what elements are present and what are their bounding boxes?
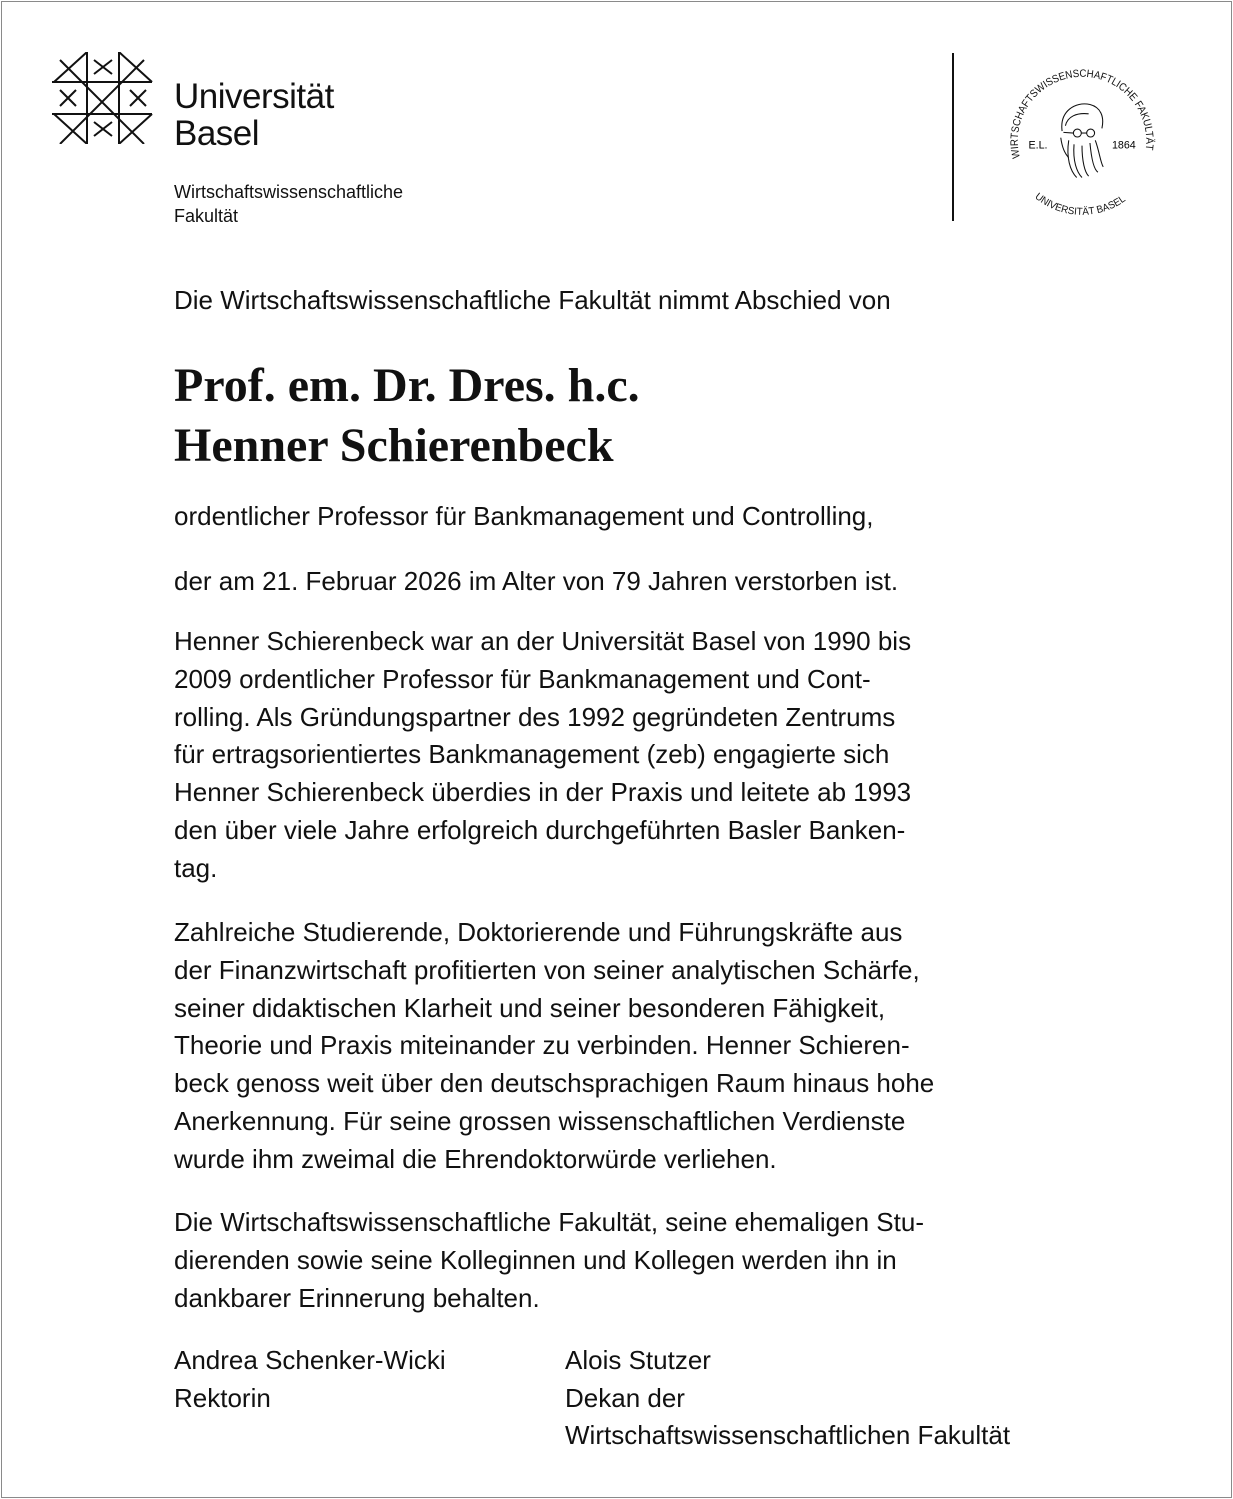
text-line: dierenden sowie seine Kolleginnen und Kollegen werden ihn in [174,1244,897,1275]
faculty-line2: Fakultät [174,206,239,226]
paragraph-career [174,623,911,888]
text-line: dankbarer Erinnerung behalten. [174,1282,540,1313]
university-line2: Basel [174,114,260,153]
svg-text:UNIVERSITÄT BASEL [1033,191,1128,218]
text-line: Die Wirtschaftswissenschaftliche Fakultät, seine ehemaligen Stu- [174,1207,924,1237]
text-line: tag. [174,852,218,883]
university-name [174,78,334,152]
role-text: ordentlicher Professor für Bankmanagement und Controlling, [174,501,874,531]
signature-dean [565,1342,1010,1455]
university-basel-logo-icon [52,52,157,144]
faculty-line1: Wirtschaftswissenschaftliche [174,182,404,202]
text-line: Theorie und Praxis miteinander zu verbinden. Henner Schieren- [174,1030,910,1061]
text-line: seiner didaktischen Klarheit und seiner besonderen Fähigkeit, [174,992,886,1023]
death-text: der am 21. Februar 2026 im Alter von 79 Jahren verstorben ist. [174,566,899,596]
text-line: beck genoss weit über den deutschsprachigen Raum hinaus hohe [174,1068,935,1099]
text-line: Henner Schierenbeck war an der Universität Basel von 1990 bis [174,626,912,656]
text-line: Anerkennung. Für seine grossen wissenschaftlichen Verdienste [174,1105,906,1136]
text-line: rolling. Als Gründungspartner des 1992 gegründeten Zentrums [174,701,896,732]
text-line: Henner Schierenbeck überdies in der Praxis und leitete ab 1993 [174,777,912,808]
paragraph-closing [174,1204,924,1317]
signatory-name: Alois Stutzer [565,1345,711,1375]
intro-text: Die Wirtschaftswissenschaftliche Fakultät nimmt Abschied von [174,285,891,315]
faculty-seal-icon [975,50,1189,232]
portrait-icon [1061,104,1103,178]
text-line: 2009 ordentlicher Professor für Bankmanagement und Cont- [174,663,871,694]
signatory-title: Dekan der [565,1382,685,1413]
text-line: für ertragsorientiertes Bankmanagement (zeb) engagierte sich [174,739,890,770]
seal-ring-top-text: WIRTSCHAFTSWISSENSCHAFTLICHE FAKULTÄT [1008,67,1156,160]
divider [952,53,954,221]
deceased-name [174,356,640,476]
seal-ring-bottom-text: UNIVERSITÄT BASEL [1032,191,1128,218]
signatory-name: Andrea Schenker-Wicki [174,1345,446,1375]
faculty-name [174,180,403,228]
signatory-title: Rektorin [174,1382,271,1413]
text-line: den über viele Jahre erfolgreich durchgeführten Basler Banken- [174,814,906,845]
seal-year: 1864 [1111,139,1136,152]
name-full: Henner Schierenbeck [174,419,614,472]
seal-initials: E.L. [1028,139,1048,152]
text-line: der Finanzwirtschaft profitierten von seiner analytischen Schärfe, [174,954,920,985]
signatory-title: Wirtschaftswissenschaftlichen Fakultät [565,1420,1011,1450]
text-line: Zahlreiche Studierende, Doktorierende und Führungskräfte aus [174,917,903,947]
name-titles: Prof. em. Dr. Dres. h.c. [174,359,640,412]
university-line1: Universität [174,77,334,116]
text-line: wurde ihm zweimal die Ehrendoktorwürde verliehen. [174,1143,777,1174]
paragraph-legacy [174,914,934,1179]
signature-rector [174,1342,446,1417]
